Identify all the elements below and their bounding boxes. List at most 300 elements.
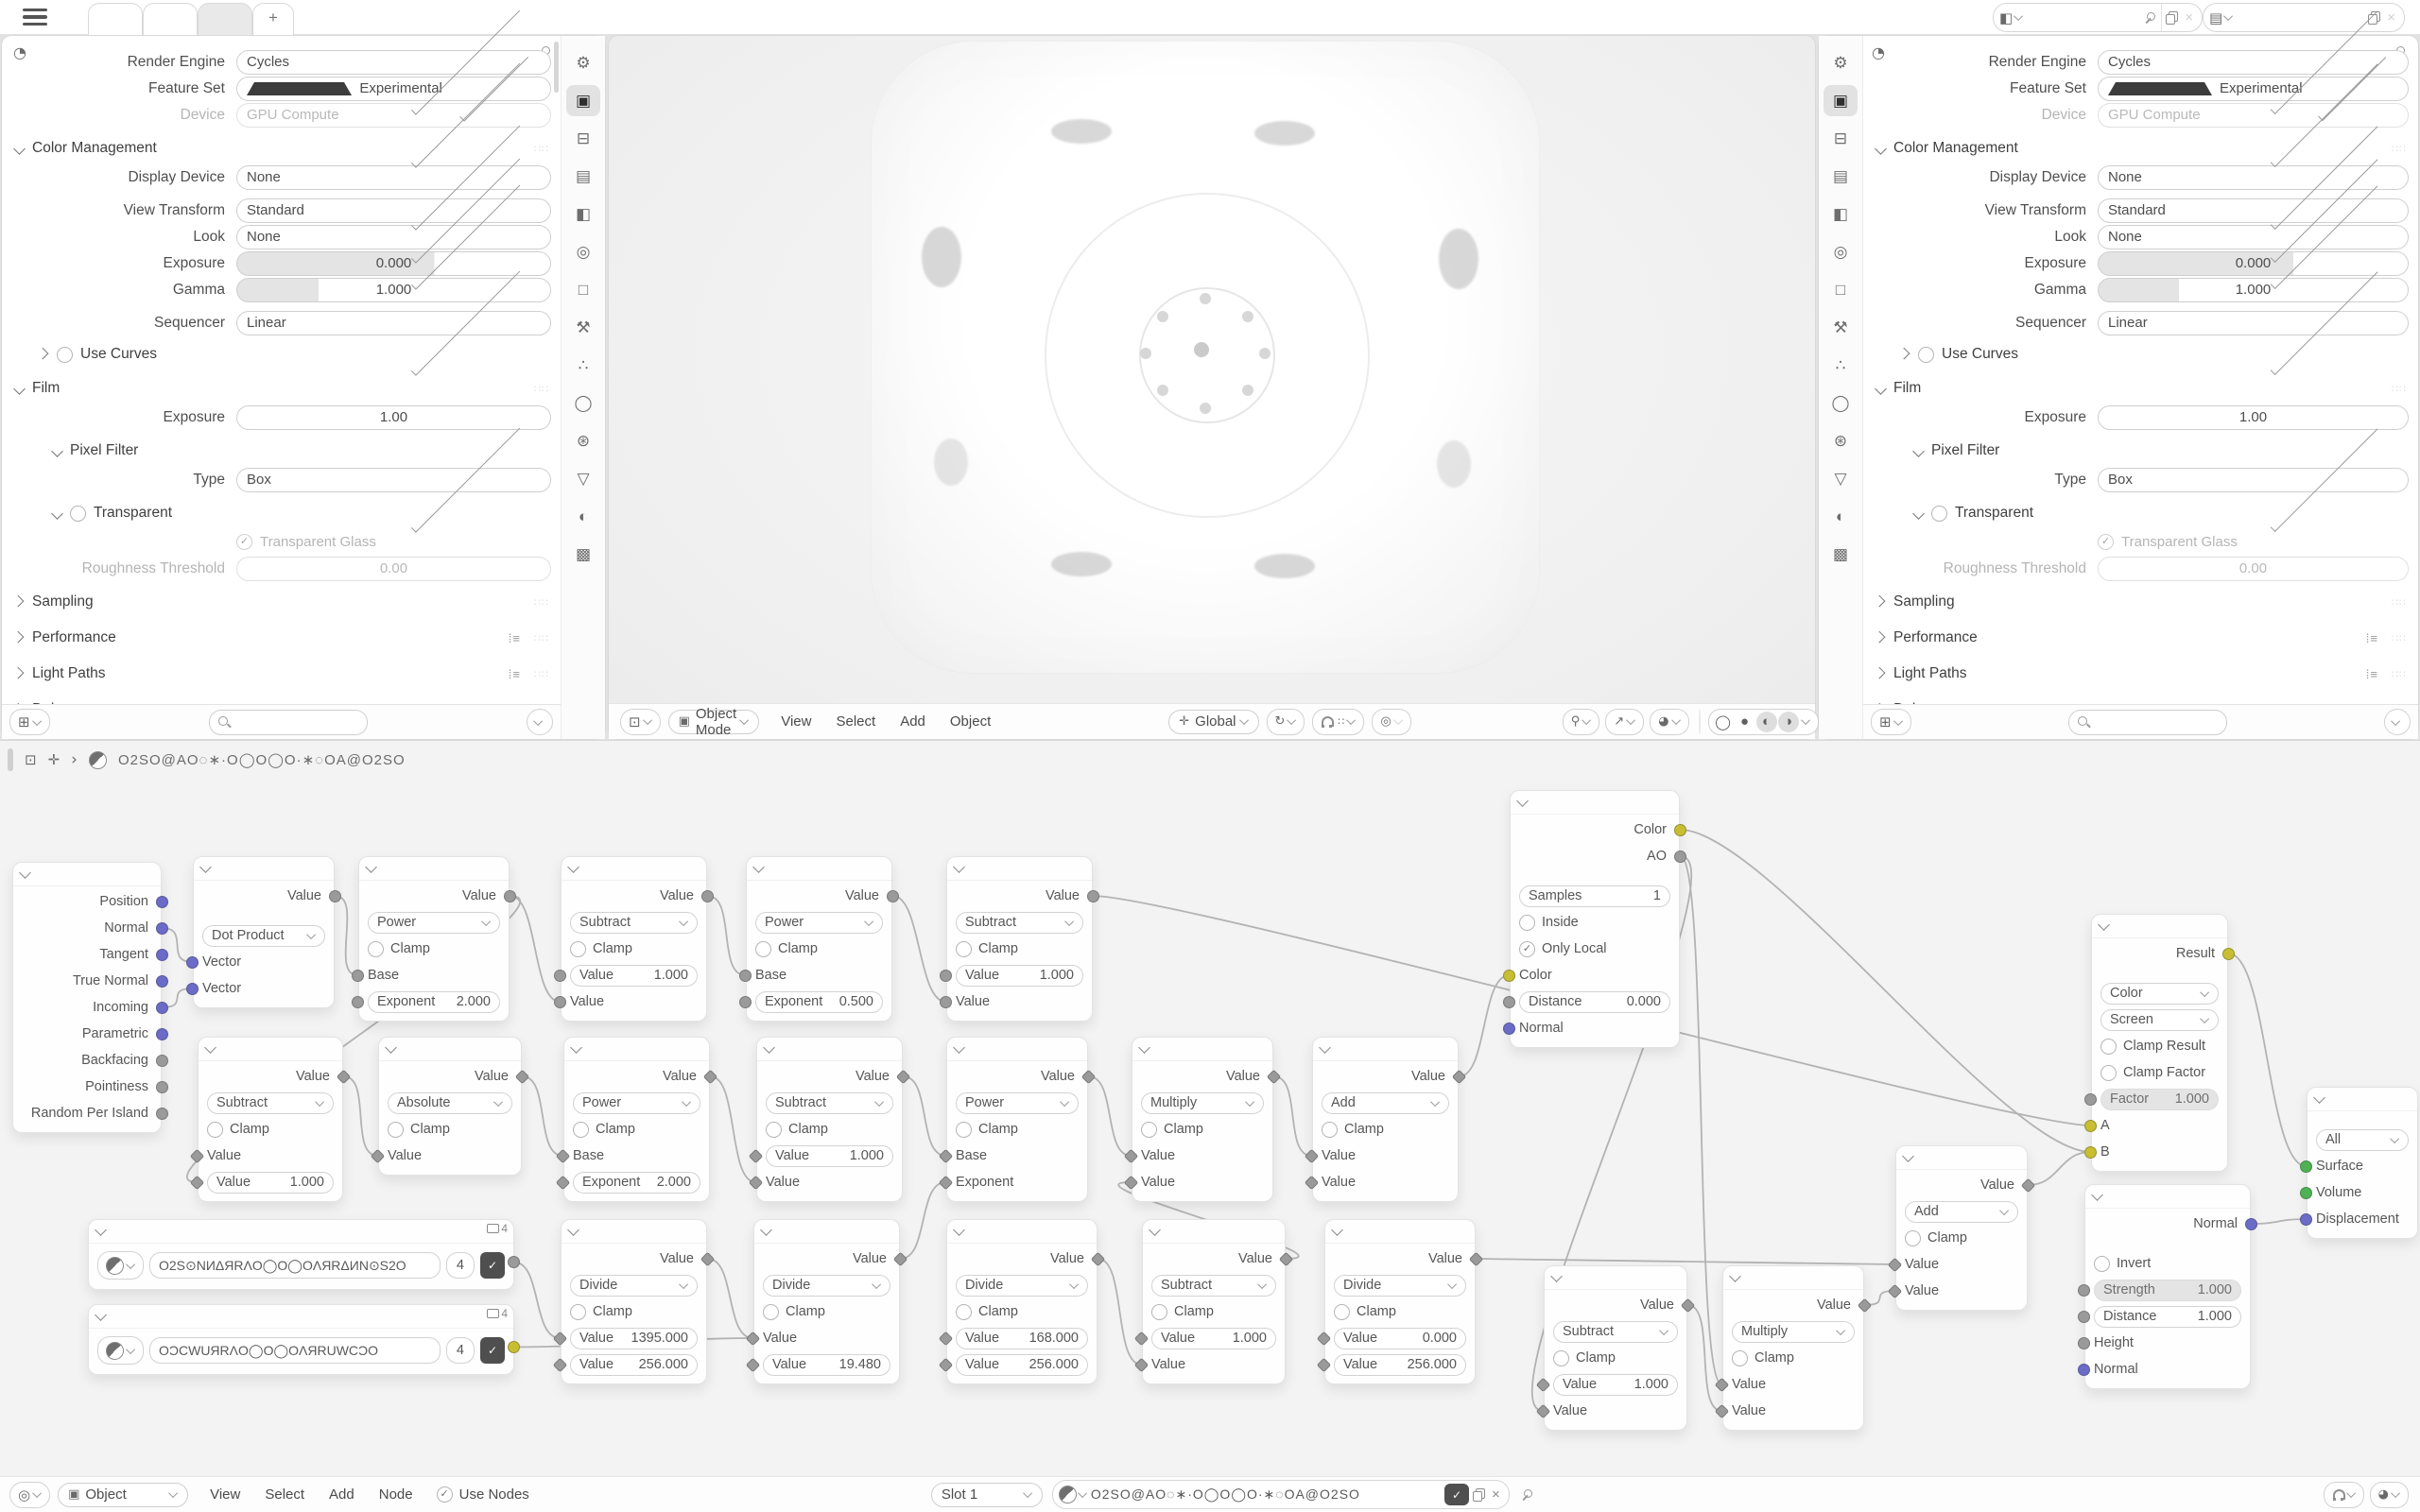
subsection-checkbox[interactable] bbox=[70, 506, 86, 522]
checkbox-clamp[interactable] bbox=[1334, 1304, 1350, 1320]
checkbox-clamp[interactable] bbox=[368, 941, 384, 957]
socket-gray[interactable] bbox=[940, 996, 952, 1008]
tab-physics[interactable]: ◯ bbox=[574, 393, 593, 412]
value-field[interactable] bbox=[956, 1328, 1088, 1349]
socket-gray[interactable] bbox=[352, 996, 364, 1008]
socket-gray[interactable] bbox=[2084, 1093, 2097, 1106]
node-header[interactable] bbox=[1723, 1266, 1863, 1290]
section-header-sampling[interactable] bbox=[1863, 588, 2418, 616]
socket-gray[interactable] bbox=[554, 996, 566, 1008]
region-grip[interactable] bbox=[8, 748, 13, 771]
new-workspace-tab-button[interactable]: + bbox=[252, 3, 294, 35]
node-group-b[interactable] bbox=[88, 1304, 514, 1375]
collapse-chevron-icon[interactable] bbox=[567, 1224, 579, 1236]
section-header-light-paths[interactable] bbox=[1863, 660, 2418, 688]
checkbox-clamp-factor[interactable] bbox=[2100, 1065, 2117, 1081]
dropdown-type[interactable] bbox=[2098, 468, 2409, 492]
tab-world[interactable]: ◎ bbox=[1833, 242, 1848, 261]
shader-type-dropdown[interactable]: ▣ Object bbox=[58, 1483, 188, 1507]
proportional-edit-button[interactable]: ◎ bbox=[1372, 709, 1410, 735]
socket-gray[interactable] bbox=[2078, 1337, 2090, 1349]
subsection-checkbox[interactable] bbox=[1931, 506, 1947, 522]
use-nodes-checkbox[interactable] bbox=[437, 1486, 453, 1503]
socket-yellow[interactable] bbox=[2084, 1146, 2097, 1159]
socket-gray[interactable] bbox=[887, 890, 899, 902]
tab-material[interactable]: ◐ bbox=[1835, 507, 1846, 525]
tab-material[interactable]: ◐ bbox=[578, 507, 589, 525]
app-menu-icon[interactable] bbox=[23, 9, 47, 26]
tab-particles[interactable]: ∴ bbox=[578, 355, 589, 374]
tab-view-layer[interactable]: ▤ bbox=[575, 166, 592, 185]
collapse-chevron-icon[interactable] bbox=[385, 1041, 397, 1054]
value-field[interactable] bbox=[1519, 885, 1670, 907]
checkbox-clamp[interactable] bbox=[573, 1122, 589, 1138]
material-datablock[interactable] bbox=[1052, 1480, 1510, 1509]
menu-add[interactable]: Add bbox=[900, 713, 925, 730]
node-dropdown[interactable] bbox=[755, 912, 883, 934]
unlink-scene-icon[interactable]: × bbox=[2185, 9, 2193, 26]
tab-object[interactable]: □ bbox=[1835, 280, 1846, 299]
value-field[interactable] bbox=[1553, 1374, 1678, 1396]
node-dot-product[interactable] bbox=[193, 856, 335, 1008]
socket-purple[interactable] bbox=[156, 949, 168, 961]
checkbox-clamp[interactable] bbox=[763, 1304, 779, 1320]
new-scene-icon[interactable] bbox=[2166, 11, 2178, 25]
value-field[interactable] bbox=[1151, 1328, 1276, 1349]
dropdown-look[interactable] bbox=[236, 225, 551, 249]
node-header[interactable] bbox=[199, 1038, 342, 1061]
menu-node[interactable]: Node bbox=[378, 1486, 413, 1503]
node-dropdown[interactable] bbox=[956, 1092, 1079, 1114]
value-field[interactable] bbox=[755, 991, 883, 1013]
socket-gray[interactable] bbox=[2078, 1311, 2090, 1323]
checkbox-clamp[interactable] bbox=[956, 1122, 972, 1138]
socket-yellow[interactable] bbox=[1503, 970, 1515, 982]
node-header[interactable] bbox=[1132, 1038, 1272, 1061]
collapse-chevron-icon[interactable] bbox=[2091, 1189, 2103, 1201]
collapse-chevron-icon[interactable] bbox=[1149, 1224, 1161, 1236]
datablock-name-field[interactable] bbox=[149, 1337, 441, 1364]
socket-purple[interactable] bbox=[156, 975, 168, 988]
overlays-dropdown[interactable]: ◕ bbox=[1650, 709, 1688, 735]
remove-viewlayer-icon[interactable]: × bbox=[2387, 9, 2395, 26]
section-header-light-paths[interactable] bbox=[2, 660, 561, 688]
section-header-color-management[interactable] bbox=[1863, 134, 2418, 163]
toggle-use-curves[interactable] bbox=[1888, 342, 2418, 367]
node-dropdown[interactable] bbox=[368, 912, 500, 934]
node-header[interactable] bbox=[947, 1220, 1097, 1244]
socket-gray[interactable] bbox=[1674, 850, 1686, 863]
tab-tool[interactable]: ⚙ bbox=[1833, 53, 1848, 72]
value-field[interactable] bbox=[573, 1172, 700, 1194]
value-field[interactable] bbox=[1334, 1354, 1466, 1376]
collapse-chevron-icon[interactable] bbox=[95, 1309, 107, 1321]
value-field[interactable] bbox=[207, 1172, 334, 1194]
socket-yellow[interactable] bbox=[1674, 824, 1686, 836]
node-header[interactable] bbox=[1325, 1220, 1475, 1244]
node-dropdown[interactable] bbox=[1553, 1321, 1678, 1343]
tab-render[interactable]: ▣ bbox=[1824, 85, 1858, 116]
node-power-b[interactable] bbox=[746, 856, 892, 1022]
socket-purple[interactable] bbox=[1503, 1022, 1515, 1035]
field-exposure[interactable] bbox=[236, 405, 551, 430]
collapse-chevron-icon[interactable] bbox=[953, 1224, 965, 1236]
options-chevron-button[interactable] bbox=[527, 709, 553, 735]
list-icon[interactable]: ⁞≡ bbox=[2365, 666, 2378, 681]
node-geometry[interactable] bbox=[12, 862, 162, 1133]
collapse-chevron-icon[interactable] bbox=[1516, 795, 1529, 807]
tab-world[interactable]: ◎ bbox=[576, 242, 591, 261]
node-dropdown[interactable] bbox=[1322, 1092, 1449, 1114]
menu-object[interactable]: Object bbox=[949, 713, 992, 730]
dropdown-look[interactable] bbox=[2098, 225, 2409, 249]
checkbox-clamp[interactable] bbox=[1553, 1350, 1569, 1366]
tab-modifiers[interactable]: ⚒ bbox=[576, 318, 591, 336]
dropdown-sequencer[interactable] bbox=[236, 311, 551, 335]
copy-material-icon[interactable] bbox=[1473, 1488, 1485, 1502]
socket-purple[interactable] bbox=[2245, 1218, 2257, 1230]
node-header[interactable] bbox=[947, 1038, 1087, 1061]
node-header[interactable] bbox=[747, 857, 891, 881]
workspace-tab[interactable] bbox=[143, 3, 198, 35]
node-dropdown[interactable] bbox=[1334, 1275, 1466, 1297]
value-field[interactable] bbox=[368, 991, 500, 1013]
section-header-performance[interactable] bbox=[2, 624, 561, 652]
value-field[interactable] bbox=[2094, 1280, 2241, 1301]
checkbox-clamp[interactable] bbox=[956, 941, 972, 957]
node-header[interactable] bbox=[564, 1038, 709, 1061]
socket-purple[interactable] bbox=[186, 983, 199, 995]
node-header[interactable] bbox=[379, 1038, 521, 1061]
image-browse-button[interactable] bbox=[97, 1336, 144, 1365]
collapse-chevron-icon[interactable] bbox=[763, 1041, 775, 1054]
node-add-b[interactable] bbox=[1895, 1145, 2028, 1311]
collapse-chevron-icon[interactable] bbox=[19, 867, 31, 879]
collapse-chevron-icon[interactable] bbox=[2098, 919, 2110, 931]
editor-type-button[interactable]: ⊡ bbox=[620, 709, 661, 735]
tab-particles[interactable]: ∴ bbox=[1835, 355, 1846, 374]
node-header[interactable] bbox=[1545, 1266, 1686, 1290]
gizmos-dropdown[interactable]: ↗ bbox=[1605, 709, 1644, 735]
snap-toggle-button[interactable]: ∷ bbox=[1312, 709, 1364, 735]
node-header[interactable] bbox=[359, 857, 509, 881]
checkbox-clamp[interactable] bbox=[388, 1122, 404, 1138]
node-dropdown[interactable] bbox=[2100, 1009, 2219, 1031]
user-count-button[interactable]: 4 bbox=[446, 1337, 475, 1364]
node-dropdown[interactable] bbox=[1732, 1321, 1855, 1343]
value-field[interactable] bbox=[956, 1354, 1088, 1376]
node-dropdown[interactable] bbox=[763, 1275, 890, 1297]
mode-dropdown[interactable]: ▣ Object Mode bbox=[668, 710, 760, 734]
list-icon[interactable]: ⁞≡ bbox=[2365, 630, 2378, 645]
value-field[interactable] bbox=[766, 1145, 893, 1167]
node-subtract-c[interactable] bbox=[198, 1037, 343, 1202]
node-subtract-b[interactable] bbox=[946, 856, 1093, 1022]
collapse-chevron-icon[interactable] bbox=[760, 1224, 772, 1236]
shading-solid-button[interactable]: ● bbox=[1740, 713, 1750, 730]
fractal-object[interactable] bbox=[872, 42, 1539, 673]
field-roughness-threshold[interactable] bbox=[236, 557, 551, 581]
collapse-chevron-icon[interactable] bbox=[1319, 1041, 1331, 1054]
collapse-chevron-icon[interactable] bbox=[953, 861, 965, 873]
field-exposure[interactable] bbox=[2098, 405, 2409, 430]
node-subtract-f[interactable] bbox=[1544, 1265, 1687, 1431]
node-header[interactable] bbox=[1896, 1146, 2027, 1170]
socket-gray[interactable] bbox=[554, 970, 566, 982]
node-header[interactable] bbox=[2092, 915, 2227, 938]
dropdown-sequencer[interactable] bbox=[2098, 311, 2409, 335]
material-name-field[interactable]: O2SO@AO◌∗·O◯O◯O·∗◌OA@O2SO bbox=[1090, 1486, 1360, 1502]
value-field[interactable] bbox=[956, 965, 1083, 987]
pin-icon[interactable] bbox=[2144, 11, 2157, 25]
checkbox-clamp[interactable] bbox=[766, 1122, 782, 1138]
node-header[interactable] bbox=[89, 1220, 513, 1244]
field-roughness-threshold[interactable] bbox=[2098, 557, 2409, 581]
viewport-3d[interactable] bbox=[609, 36, 1815, 739]
unlink-material-icon[interactable]: × bbox=[1492, 1486, 1500, 1503]
pin-icon[interactable] bbox=[1521, 1488, 1534, 1502]
fake-user-shield-button[interactable]: ✓ bbox=[480, 1337, 505, 1364]
collapse-chevron-icon[interactable] bbox=[1138, 1041, 1150, 1054]
node-dropdown[interactable] bbox=[1905, 1201, 2018, 1223]
socket-green[interactable] bbox=[2300, 1160, 2312, 1173]
socket-yellow[interactable] bbox=[2084, 1120, 2097, 1132]
checkbox-clamp[interactable] bbox=[1141, 1122, 1157, 1138]
socket-yellow[interactable] bbox=[508, 1341, 520, 1353]
socket-purple[interactable] bbox=[2078, 1364, 2090, 1376]
socket-purple[interactable] bbox=[156, 922, 168, 935]
socket-gray[interactable] bbox=[156, 1055, 168, 1067]
node-dropdown[interactable] bbox=[1151, 1275, 1276, 1297]
tab-scene[interactable]: ◧ bbox=[575, 204, 592, 223]
socket-gray[interactable] bbox=[739, 970, 752, 982]
node-dropdown[interactable] bbox=[2316, 1129, 2409, 1151]
workspace-tab[interactable] bbox=[198, 3, 252, 35]
checkbox[interactable] bbox=[57, 347, 73, 363]
checkbox-only-local[interactable] bbox=[1519, 941, 1535, 957]
node-dropdown[interactable] bbox=[570, 1275, 698, 1297]
shader-node-editor[interactable] bbox=[0, 741, 2420, 1512]
datablock-name-field[interactable] bbox=[149, 1252, 441, 1279]
checkbox-transparent-glass[interactable] bbox=[236, 534, 252, 550]
socket-gray[interactable] bbox=[1087, 890, 1099, 902]
tab-texture[interactable]: ▩ bbox=[575, 544, 592, 563]
node-subtract-d[interactable] bbox=[756, 1037, 903, 1202]
shading-material-button[interactable]: ◐ bbox=[1756, 712, 1777, 732]
collapse-chevron-icon[interactable] bbox=[567, 861, 579, 873]
image-browse-button[interactable] bbox=[97, 1251, 144, 1280]
fake-user-shield-button[interactable]: ✓ bbox=[480, 1252, 505, 1279]
tab-output[interactable]: ⊟ bbox=[576, 129, 591, 147]
node-header[interactable] bbox=[1313, 1038, 1458, 1061]
section-header-performance[interactable] bbox=[1863, 624, 2418, 652]
list-icon[interactable]: ⁞≡ bbox=[508, 630, 521, 645]
tab-constraints[interactable]: ⊛ bbox=[576, 431, 591, 450]
socket-gray[interactable] bbox=[504, 890, 516, 902]
workspace-tab[interactable] bbox=[88, 3, 143, 35]
value-field[interactable] bbox=[570, 1328, 698, 1349]
node-dropdown[interactable] bbox=[388, 1092, 512, 1114]
checkbox-clamp[interactable] bbox=[570, 1304, 586, 1320]
node-dropdown[interactable] bbox=[202, 925, 325, 947]
node-ao[interactable] bbox=[1510, 790, 1680, 1048]
socket-gray[interactable] bbox=[739, 996, 752, 1008]
socket-purple[interactable] bbox=[186, 956, 199, 969]
tab-constraints[interactable]: ⊛ bbox=[1833, 431, 1848, 450]
display-filter-button[interactable]: ⊞ bbox=[1871, 709, 1911, 735]
tab-modifiers[interactable]: ⚒ bbox=[1833, 318, 1848, 336]
snap-toggle-button[interactable] bbox=[2324, 1482, 2364, 1508]
node-multiply-a[interactable] bbox=[1132, 1037, 1273, 1202]
collapse-chevron-icon[interactable] bbox=[2313, 1091, 2325, 1104]
properties-editor-icon[interactable]: ◔ bbox=[1872, 43, 1885, 61]
scene-selector[interactable] bbox=[1993, 3, 2203, 32]
properties-editor-icon[interactable]: ◔ bbox=[13, 43, 26, 61]
tab-texture[interactable]: ▩ bbox=[1832, 544, 1849, 563]
checkbox-invert[interactable] bbox=[2094, 1256, 2110, 1272]
node-dropdown[interactable] bbox=[2100, 983, 2219, 1005]
collapse-chevron-icon[interactable] bbox=[752, 861, 765, 873]
checkbox[interactable] bbox=[1918, 347, 1934, 363]
section-header-sampling[interactable] bbox=[2, 588, 561, 616]
section-header-film[interactable] bbox=[1863, 374, 2418, 403]
node-output[interactable] bbox=[2307, 1087, 2418, 1239]
checkbox-clamp[interactable] bbox=[1322, 1122, 1338, 1138]
value-field[interactable] bbox=[2100, 1089, 2219, 1110]
node-header[interactable] bbox=[194, 857, 334, 881]
node-header[interactable] bbox=[562, 1220, 706, 1244]
show-gizmo-button[interactable]: ⚲ bbox=[1563, 709, 1600, 735]
checkbox-clamp[interactable] bbox=[207, 1122, 223, 1138]
node-subtract-a[interactable] bbox=[561, 856, 707, 1022]
slot-dropdown[interactable]: Slot 1 bbox=[931, 1483, 1043, 1507]
checkbox-inside[interactable] bbox=[1519, 915, 1535, 931]
node-multiply-b[interactable] bbox=[1722, 1265, 1864, 1431]
socket-gray[interactable] bbox=[1503, 996, 1515, 1008]
shading-wireframe-button[interactable]: ◯ bbox=[1715, 713, 1731, 730]
value-field[interactable] bbox=[763, 1354, 890, 1376]
xray-toggle[interactable] bbox=[1699, 709, 1701, 735]
scrollbar[interactable] bbox=[554, 42, 559, 93]
node-dropdown[interactable] bbox=[573, 1092, 700, 1114]
checkbox-clamp[interactable] bbox=[1905, 1230, 1921, 1246]
tab-scene[interactable]: ◧ bbox=[1832, 204, 1849, 223]
checkbox-clamp[interactable] bbox=[1732, 1350, 1748, 1366]
collapse-chevron-icon[interactable] bbox=[1902, 1150, 1914, 1162]
dropdown-device[interactable] bbox=[236, 103, 551, 128]
checkbox-transparent-glass[interactable] bbox=[2098, 534, 2114, 550]
value-field[interactable] bbox=[1519, 991, 1670, 1013]
node-header[interactable] bbox=[757, 1038, 902, 1061]
collapse-chevron-icon[interactable] bbox=[570, 1041, 582, 1054]
checkbox-clamp[interactable] bbox=[755, 941, 771, 957]
tab-render[interactable]: ▣ bbox=[566, 85, 600, 116]
node-bump[interactable] bbox=[2084, 1184, 2251, 1389]
node-divide-b[interactable] bbox=[753, 1219, 900, 1384]
collapse-chevron-icon[interactable] bbox=[199, 861, 212, 873]
socket-yellow[interactable] bbox=[2222, 948, 2235, 960]
node-header[interactable] bbox=[1511, 791, 1679, 815]
socket-purple[interactable] bbox=[156, 896, 168, 908]
menu-select[interactable]: Select bbox=[265, 1486, 305, 1503]
node-power-c[interactable] bbox=[563, 1037, 710, 1202]
node-mix[interactable] bbox=[2091, 914, 2228, 1172]
node-dropdown[interactable] bbox=[570, 912, 698, 934]
collapse-chevron-icon[interactable] bbox=[204, 1041, 216, 1054]
collapse-chevron-icon[interactable] bbox=[1331, 1224, 1343, 1236]
menu-select[interactable]: Select bbox=[836, 713, 876, 730]
node-power-d[interactable] bbox=[946, 1037, 1088, 1202]
socket-gray[interactable] bbox=[156, 1081, 168, 1093]
user-count-button[interactable]: 4 bbox=[446, 1252, 475, 1279]
fake-user-shield-button[interactable]: ✓ bbox=[1444, 1484, 1469, 1505]
collapse-chevron-icon[interactable] bbox=[1729, 1270, 1741, 1282]
checkbox-clamp[interactable] bbox=[1151, 1304, 1167, 1320]
socket-purple[interactable] bbox=[2300, 1213, 2312, 1226]
value-field[interactable] bbox=[570, 965, 698, 987]
tab-object[interactable]: □ bbox=[578, 280, 589, 299]
checkbox-clamp-result[interactable] bbox=[2100, 1039, 2117, 1055]
node-header[interactable] bbox=[2085, 1185, 2250, 1209]
node-dropdown[interactable] bbox=[956, 1275, 1088, 1297]
checkbox-clamp[interactable] bbox=[570, 941, 586, 957]
socket-purple[interactable] bbox=[156, 1002, 168, 1014]
subsection-header-transparent[interactable] bbox=[1901, 499, 2418, 527]
node-header[interactable] bbox=[1143, 1220, 1285, 1244]
menu-view[interactable]: View bbox=[781, 713, 812, 730]
node-header[interactable] bbox=[754, 1220, 899, 1244]
socket-gray[interactable] bbox=[329, 890, 341, 902]
node-header[interactable] bbox=[562, 857, 706, 881]
socket-gray[interactable] bbox=[701, 890, 714, 902]
tab-object-data[interactable]: ▽ bbox=[1834, 469, 1847, 488]
socket-gray[interactable] bbox=[156, 1108, 168, 1120]
node-subtract-e[interactable] bbox=[1142, 1219, 1286, 1384]
node-header[interactable] bbox=[947, 857, 1092, 881]
node-dropdown[interactable] bbox=[956, 912, 1083, 934]
node-divide-d[interactable] bbox=[1324, 1219, 1476, 1384]
node-absolute[interactable] bbox=[378, 1037, 522, 1176]
socket-green[interactable] bbox=[2300, 1187, 2312, 1199]
checkbox-clamp[interactable] bbox=[956, 1304, 972, 1320]
slider-exposure[interactable] bbox=[2098, 251, 2409, 276]
value-field[interactable] bbox=[2094, 1306, 2241, 1328]
collapse-chevron-icon[interactable] bbox=[365, 861, 377, 873]
overlays-dropdown[interactable]: ◕ bbox=[2370, 1482, 2409, 1508]
collapse-chevron-icon[interactable] bbox=[1550, 1270, 1563, 1282]
socket-gray[interactable] bbox=[2078, 1284, 2090, 1297]
shading-rendered-button[interactable]: ◑ bbox=[1778, 712, 1799, 732]
tab-view-layer[interactable]: ▤ bbox=[1832, 166, 1849, 185]
editor-type-button[interactable]: ◎ bbox=[9, 1482, 50, 1508]
transform-orientation-dropdown[interactable]: ✛ Global bbox=[1168, 710, 1258, 734]
node-add-a[interactable] bbox=[1312, 1037, 1459, 1202]
node-dropdown[interactable] bbox=[766, 1092, 893, 1114]
socket-gray[interactable] bbox=[508, 1256, 520, 1268]
options-chevron-button[interactable] bbox=[2384, 709, 2411, 735]
subsection-header-transparent[interactable] bbox=[40, 499, 561, 527]
value-field[interactable] bbox=[570, 1354, 698, 1376]
list-icon[interactable]: ⁞≡ bbox=[508, 666, 521, 681]
snap-target-button[interactable]: ↻ bbox=[1267, 709, 1305, 735]
tab-output[interactable]: ⊟ bbox=[1833, 129, 1848, 147]
tab-physics[interactable]: ◯ bbox=[1831, 393, 1850, 412]
dropdown-type[interactable] bbox=[236, 468, 551, 492]
node-canvas[interactable] bbox=[0, 741, 2420, 1472]
search-input[interactable] bbox=[209, 710, 368, 735]
collapse-chevron-icon[interactable] bbox=[953, 1041, 965, 1054]
node-divide-a[interactable] bbox=[561, 1219, 707, 1384]
